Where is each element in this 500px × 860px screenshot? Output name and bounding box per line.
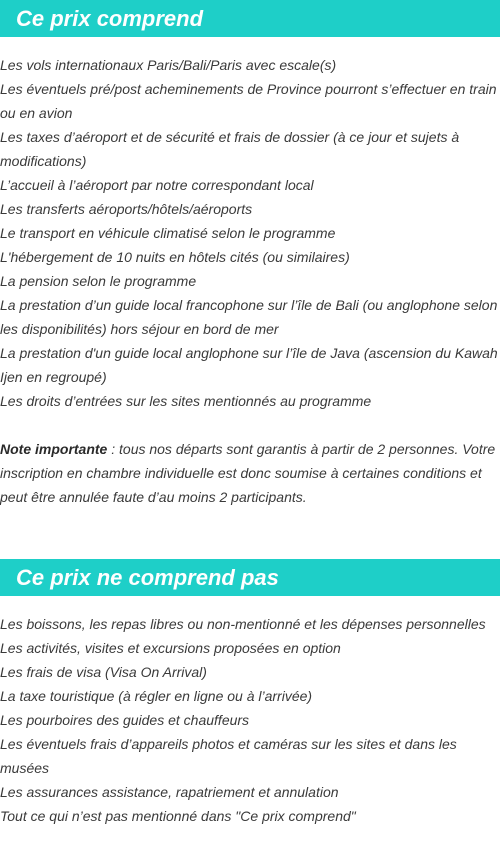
note-label: Note importante bbox=[0, 441, 108, 457]
list-item: Les taxes d’aéroport et de sécurité et frais de dossier (à ce jour et sujets à modifications) bbox=[0, 129, 460, 169]
section-title-included: Ce prix comprend bbox=[0, 0, 500, 37]
list-item: Les transferts aéroports/hôtels/aéroports bbox=[0, 201, 253, 217]
list-item: Les activités, visites et excursions proposées en option bbox=[0, 640, 341, 656]
list-item: L'hébergement de 10 nuits en hôtels cités (ou similaires) bbox=[0, 249, 350, 265]
list-item: Les assurances assistance, rapatriement et annulation bbox=[0, 784, 339, 800]
list-item: La prestation d'un guide local anglophone sur l’île de Java (ascension du Kawah Ijen en regroupé) bbox=[0, 345, 498, 385]
list-item: La pension selon le programme bbox=[0, 273, 197, 289]
list-item: Les frais de visa (Visa On Arrival) bbox=[0, 664, 207, 680]
note-text: : tous nos départs sont garantis à partir de 2 personnes. Votre inscription en chambre individuelle est donc soumise à certaines conditions et peut être annulée faute d’au moins 2 participants. bbox=[0, 441, 496, 505]
list-item: Les éventuels pré/post acheminements de Province pourront s’effectuer en train ou en avion bbox=[0, 81, 497, 121]
included-list bbox=[0, 53, 500, 413]
list-item: Le transport en véhicule climatisé selon le programme bbox=[0, 225, 336, 241]
excluded-list bbox=[0, 612, 500, 828]
important-note bbox=[0, 437, 500, 509]
list-item: L’accueil à l’aéroport par notre correspondant local bbox=[0, 177, 314, 193]
list-item: Les pourboires des guides et chauffeurs bbox=[0, 712, 250, 728]
list-item: Les vols internationaux Paris/Bali/Paris avec escale(s) bbox=[0, 57, 337, 73]
list-item: La prestation d’un guide local francophone sur l’île de Bali (ou anglophone selon les disponibilités) hors séjour en bord de mer bbox=[0, 297, 498, 337]
list-item: Les boissons, les repas libres ou non-mentionné et les dépenses personnelles bbox=[0, 616, 486, 632]
list-item: Les droits d’entrées sur les sites mentionnés au programme bbox=[0, 393, 372, 409]
section-title-excluded: Ce prix ne comprend pas bbox=[0, 559, 500, 596]
list-item: La taxe touristique (à régler en ligne ou à l’arrivée) bbox=[0, 688, 313, 704]
list-item: Les éventuels frais d’appareils photos et caméras sur les sites et dans les musées bbox=[0, 736, 457, 776]
list-item: Tout ce qui n’est pas mentionné dans "Ce prix comprend" bbox=[0, 808, 356, 824]
